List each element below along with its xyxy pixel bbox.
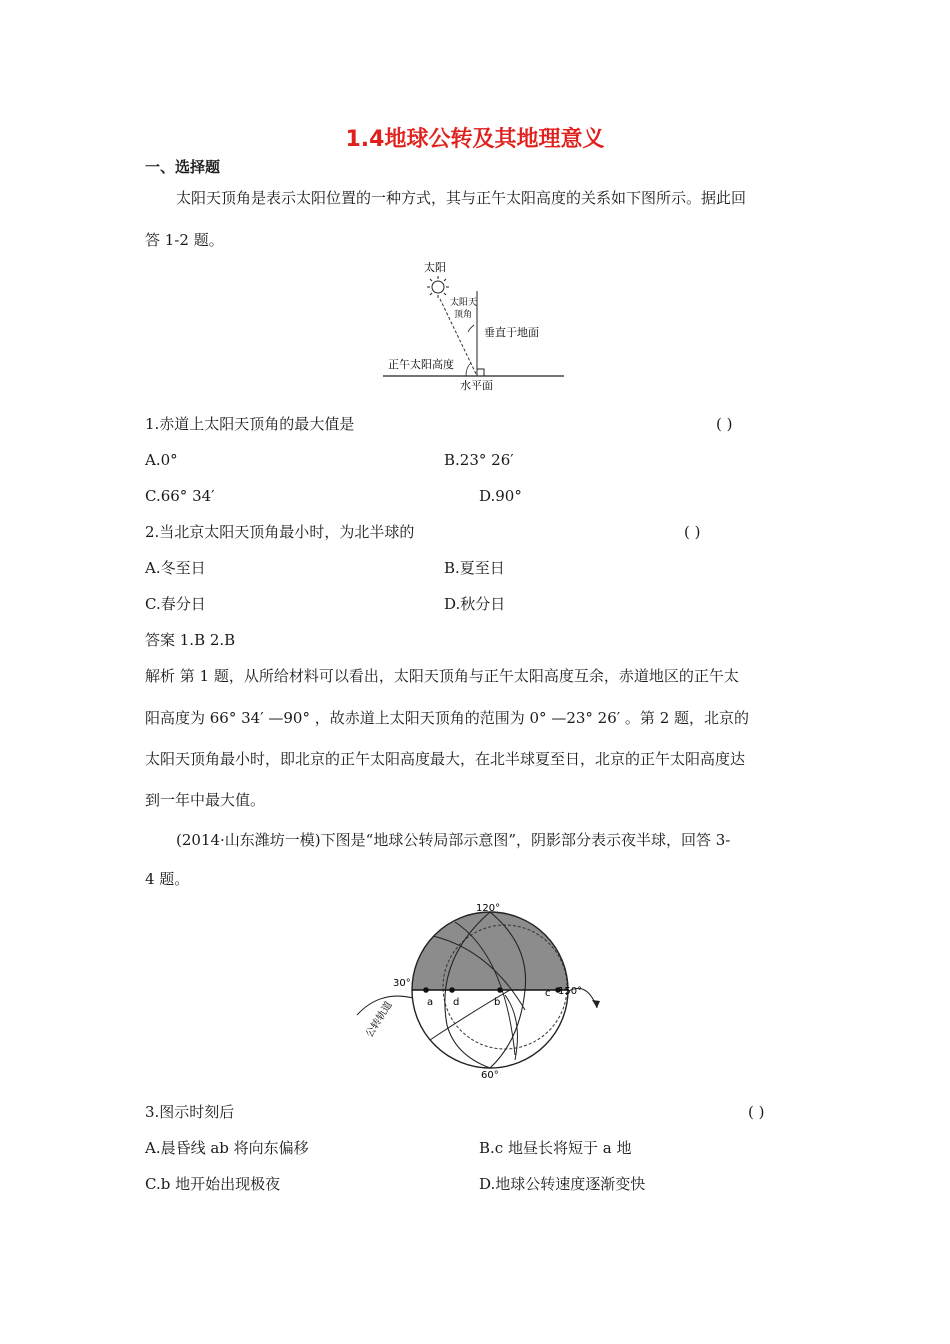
fig1-altitude-label: 正午太阳高度 xyxy=(388,358,454,371)
label-point-b: b xyxy=(494,997,501,1008)
label-30-degrees: 30° xyxy=(393,978,411,989)
analysis-line3: 太阳天顶角最小时，即北京的正午太阳高度最大，在北半球夏至日，北京的正午太阳高度达 xyxy=(145,750,746,768)
q1-option-b: B.23° 26′ xyxy=(444,451,514,469)
label-point-c: c xyxy=(545,988,551,999)
intro1-line2: 答 1-2 题。 xyxy=(145,231,224,249)
q2-option-d: D.秋分日 xyxy=(444,595,506,613)
section-heading: 一、选择题 xyxy=(145,158,221,176)
earth-revolution-figure xyxy=(355,900,605,1080)
q1-stem: 1.赤道上太阳天顶角的最大值是 xyxy=(145,415,355,433)
analysis-line2: 阳高度为 66° 34′ —90° ，故赤道上太阳天顶角的范围为 0° —23° 26′ 。第 2 题，北京的 xyxy=(145,709,750,727)
altitude-arc xyxy=(466,363,471,376)
analysis-line4: 到一年中最大值。 xyxy=(145,791,266,809)
label-point-d: d xyxy=(453,997,460,1008)
q3-answer-blank: ( ) xyxy=(748,1103,765,1121)
q2-option-c: C.春分日 xyxy=(145,595,206,613)
q3-option-a: A.晨昏线 ab 将向东偏移 xyxy=(145,1139,309,1157)
page-title: 1.4地球公转及其地理意义 xyxy=(345,127,605,152)
q3-option-d: D.地球公转速度逐渐变快 xyxy=(479,1175,646,1193)
q1-option-c: C.66° 34′ xyxy=(145,487,215,505)
q3-option-b: B.c 地昼长将短于 a 地 xyxy=(479,1139,632,1157)
fig1-zenith-label-2: 顶角 xyxy=(454,310,473,320)
fig1-sun-label: 太阳 xyxy=(424,261,446,274)
q1-option-d: D.90° xyxy=(479,487,522,505)
orbit-label: 公转轨道 xyxy=(364,999,395,1040)
label-60-degrees: 60° xyxy=(481,1070,499,1080)
q2-option-b: B.夏至日 xyxy=(444,559,505,577)
q1-answer-blank: ( ) xyxy=(716,415,733,433)
q3-option-c: C.b 地开始出现极夜 xyxy=(145,1175,281,1193)
fig1-vertical-label: 垂直于地面 xyxy=(484,326,539,339)
q3-stem: 3.图示时刻后 xyxy=(145,1103,235,1121)
label-point-a: a xyxy=(427,997,434,1008)
right-angle-mark xyxy=(477,369,484,376)
zenith-angle-figure xyxy=(380,255,570,395)
answer-line: 答案 1.B 2.B xyxy=(145,631,236,649)
fig1-horizontal-label: 水平面 xyxy=(460,379,493,392)
sun-icon xyxy=(427,276,449,298)
analysis-line1: 解析 第 1 题，从所给材料可以看出，太阳天顶角与正午太阳高度互余，赤道地区的正午太 xyxy=(145,667,739,685)
point-a xyxy=(423,987,429,993)
point-d xyxy=(449,987,455,993)
point-b xyxy=(497,987,503,993)
q1-option-a: A.0° xyxy=(145,451,178,469)
intro1-line1: 太阳天顶角是表示太阳位置的一种方式，其与正午太阳高度的关系如下图所示。据此回 xyxy=(176,189,747,207)
q2-option-a: A.冬至日 xyxy=(145,559,206,577)
q2-answer-blank: ( ) xyxy=(684,523,701,541)
label-120-degrees: 120° xyxy=(476,903,501,914)
zenith-arc xyxy=(468,325,474,332)
fig1-zenith-label-1: 太阳天 xyxy=(450,298,478,308)
orbit-arrow-icon xyxy=(592,1000,600,1008)
intro2-line2: 4 题。 xyxy=(145,870,190,888)
intro2-line1: (2014·山东潍坊一模)下图是“地球公转局部示意图”，阴影部分表示夜半球，回答 3- xyxy=(176,831,731,849)
q2-stem: 2.当北京太阳天顶角最小时，为北半球的 xyxy=(145,523,415,541)
label-150-degrees: 150° xyxy=(558,986,583,997)
